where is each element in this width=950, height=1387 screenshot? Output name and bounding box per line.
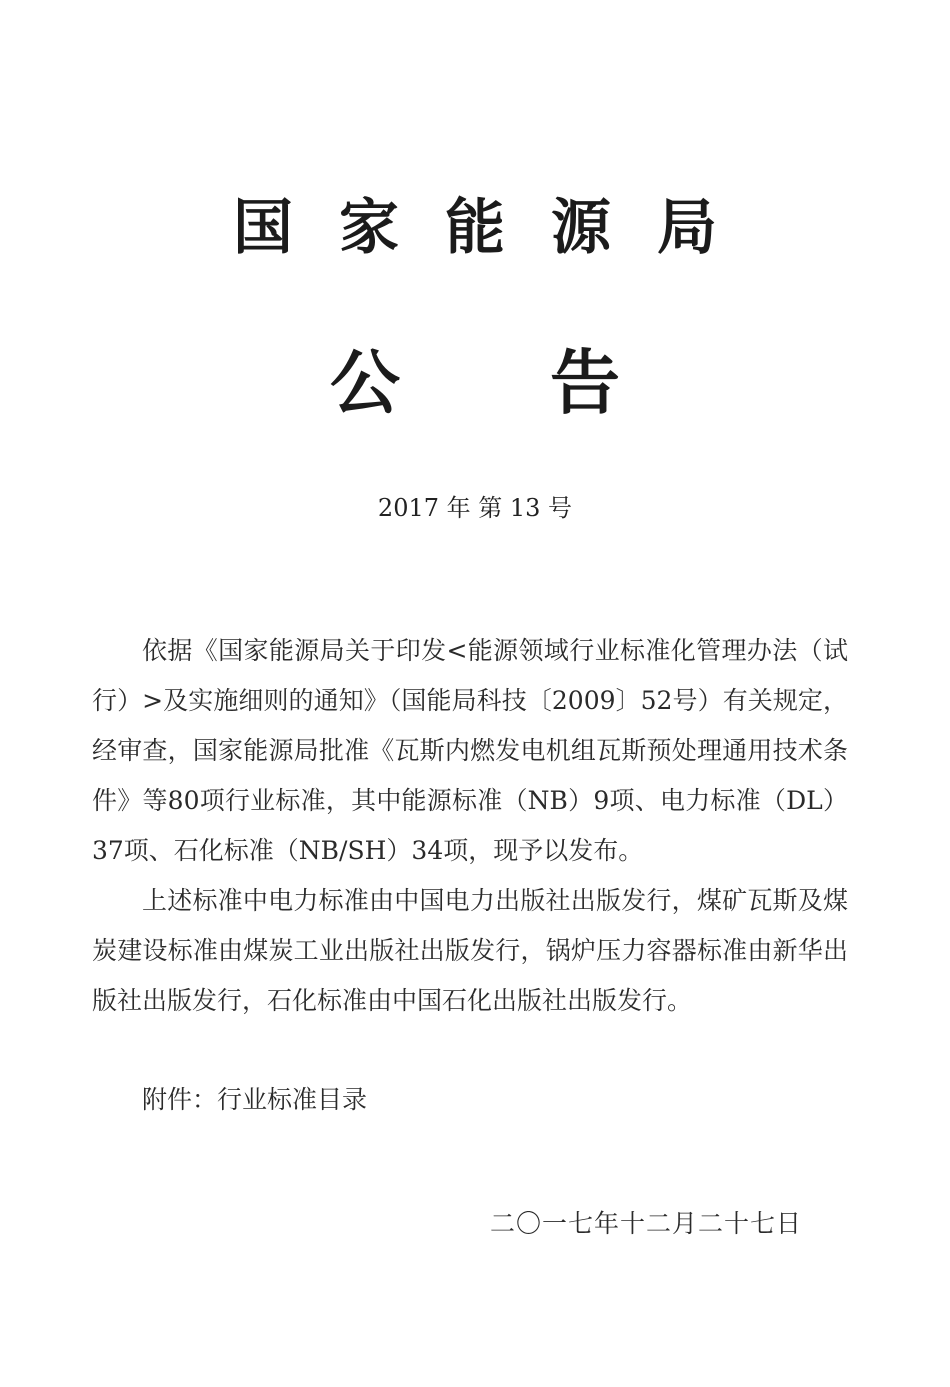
issue-date: 二〇一七年十二月二十七日 — [489, 1209, 802, 1238]
agency-name: 国家能源局 — [233, 193, 763, 263]
body-paragraph-1: 依据《国家能源局关于印发<能源领域行业标准化管理办法（试行）>及实施细则的通知》（国能局科技〔2009〕52号）有关规定，经审查，国家能源局批准《瓦斯内燃发电机组瓦斯预处理通用技术条件》等80项行业标准，其中能源标准（NB）9项、电力标准（DL）37项、石化标准（NB/SH）34项，现予以发布。 — [92, 636, 848, 865]
notice-body — [92, 626, 848, 1026]
document-title: 公告 — [330, 341, 770, 424]
body-paragraph-2: 上述标准中电力标准由中国电力出版社出版发行，煤矿瓦斯及煤炭建设标准由煤炭工业出版社出版发行，锅炉压力容器标准由新华出版社出版发行，石化标准由中国石化出版社出版发行。 — [92, 886, 848, 1015]
attachment-line: 附件：行业标准目录 — [142, 1085, 368, 1114]
document-number: 2017 年 第 13 号 — [377, 494, 573, 522]
